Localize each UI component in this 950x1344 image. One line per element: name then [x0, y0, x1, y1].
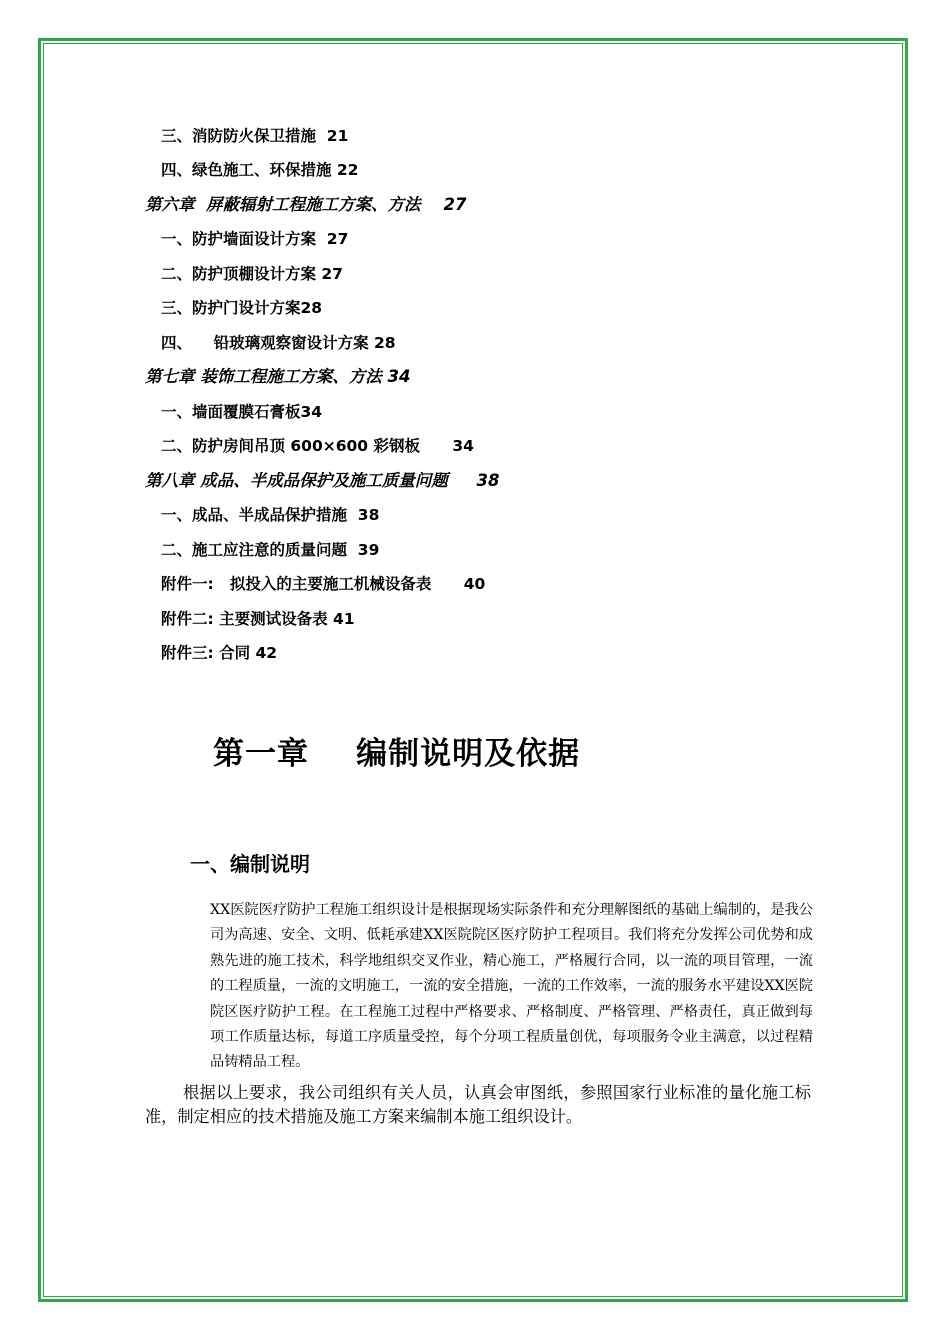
toc-entry: 附件三: 合同 42 — [161, 644, 278, 662]
toc-entry: 一、墙面覆膜石膏板34 — [161, 403, 323, 421]
toc-entry: 一、防护墙面设计方案 27 — [161, 230, 349, 248]
body-paragraph — [178, 898, 813, 1076]
toc-entry: 附件一: 拟投入的主要施工机械设备表 40 — [161, 575, 486, 593]
body-paragraph: 根据以上要求，我公司组织有关人员，认真会审图纸，参照国家行业标准的量化施工标准，制定相应的技术措施及施工方案来编制本施工组织设计。 — [145, 1083, 811, 1126]
paragraph-text: XX医院医疗防护工程施工组织设计是根据现场实际条件和充分理解图纸的基础上编制的，是我公司为高速、安全、文明、低耗承建XX医院院区医疗防护工程项目。我们将充分发挥公司优势和成熟先进的施工技术，科学地组织交叉作业，精心施工，严格履行合同，以一流的项目管理，一流的工程质量，一流的文明施工，一流的安全措施，一流的工作效率，一流的服务水平建设XX医院院区医疗防护工程。在工程施工过程中严格要求、严格制度、严格管理、严格责任，真正做到每项工作质量达标，每道工序质量受控，每个分项工程质量创优，每项服务令业主满意，以过程精品铸精品工程。 — [210, 902, 813, 1071]
toc-chapter-entry: 第八章 成品、半成品保护及施工质量问题 38 — [145, 471, 500, 490]
toc-entry: 三、防护门设计方案28 — [161, 299, 323, 317]
chapter-title: 第一章 编制说明及依据 — [213, 736, 581, 772]
toc-entry: 四、 铅玻璃观察窗设计方案 28 — [161, 334, 396, 352]
toc-chapter-entry: 第七章 装饰工程施工方案、方法 34 — [145, 367, 411, 386]
toc-entry: 四、绿色施工、环保措施 22 — [161, 161, 359, 179]
section-title: 一、编制说明 — [190, 852, 310, 876]
toc-entry: 二、防护房间吊顶 600×600 彩钢板 34 — [161, 437, 474, 455]
toc-entry: 一、成品、半成品保护措施 38 — [161, 506, 380, 524]
toc-entry: 三、消防防火保卫措施 21 — [161, 127, 349, 145]
toc-chapter-entry: 第六章 屏蔽辐射工程施工方案、方法 27 — [145, 195, 467, 214]
toc-entry: 二、施工应注意的质量问题 39 — [161, 541, 380, 559]
toc-entry: 二、防护顶棚设计方案 27 — [161, 265, 343, 283]
toc-entry: 附件二: 主要测试设备表 41 — [161, 610, 355, 628]
